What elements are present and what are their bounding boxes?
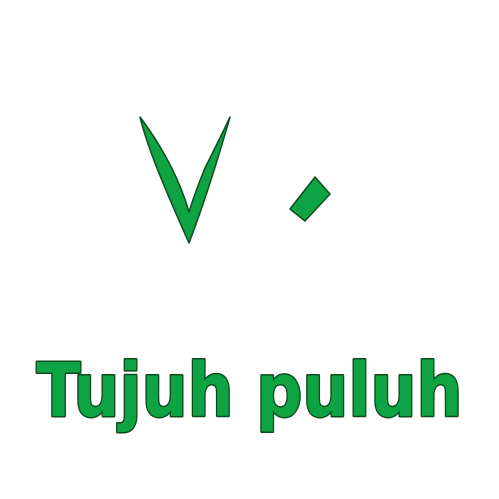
arabic-digit-zero [290,177,330,221]
number-word-label: Tujuh puluh [36,348,463,434]
arabic-digit-seven [140,117,230,243]
word-label-svg [0,348,499,438]
